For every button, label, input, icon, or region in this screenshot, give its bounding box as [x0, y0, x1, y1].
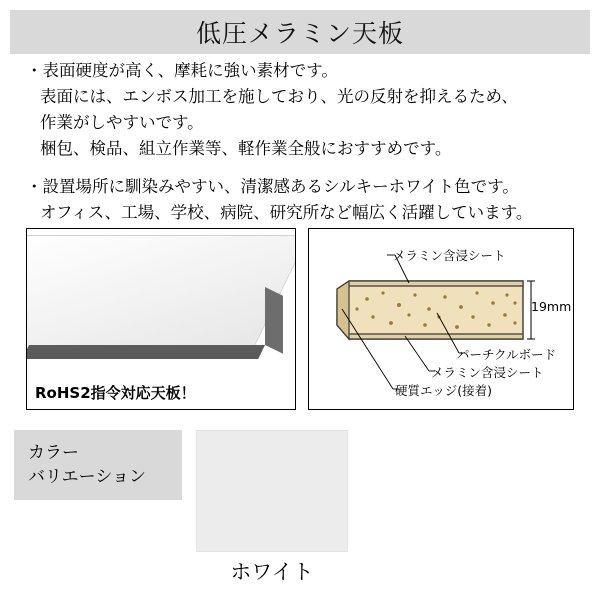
description-line: オフィス、工場、学校、病院、研究所など幅広く活躍しています。: [40, 203, 533, 222]
description-line: 表面には、エンボス加工を施しており、光の反射を抑えるため、: [40, 87, 518, 106]
description-group-2: [26, 174, 586, 226]
panel-front-edge: [26, 345, 265, 359]
photo-caption: RoHS2指令対応天板！: [35, 384, 196, 402]
description-block: [26, 58, 586, 238]
description-line: ・設置場所に馴染みやすい、清潔感あるシルキーホワイト色です。: [26, 177, 519, 196]
panel-surface: [26, 235, 296, 357]
color-swatch-white: [196, 430, 348, 552]
callout-bottom-melamine: メラミン含浸シート: [431, 365, 544, 380]
description-line: 梱包、検品、組立作業等、軽作業全般におすすめです。: [40, 139, 452, 158]
description-line: 作業がしやすいです。: [40, 113, 204, 132]
figure-row: [26, 228, 574, 412]
product-photo-figure: [26, 228, 296, 410]
color-variation-label-line2: バリエーション: [28, 467, 146, 487]
callout-particle-board: パーチクルボード: [457, 347, 557, 362]
description-line: ・表面硬度が高く、摩耗に強い素材です。: [26, 61, 338, 80]
callout-hard-edge: 硬質エッジ(接着): [395, 383, 493, 398]
thickness-label: 19mm: [531, 299, 572, 314]
panel-side-edge: [265, 287, 283, 354]
page-title-bar: [10, 10, 590, 54]
color-swatch-name: ホワイト: [230, 560, 314, 584]
callout-top-melamine: メラミン含浸シート: [393, 248, 506, 263]
description-group-1: [26, 58, 586, 162]
color-variation-label-line1: カラー: [28, 443, 79, 463]
cross-section-figure: [308, 228, 574, 410]
page-title: 低圧メラミン天板: [195, 19, 404, 48]
color-variation-label-box: [14, 430, 182, 500]
